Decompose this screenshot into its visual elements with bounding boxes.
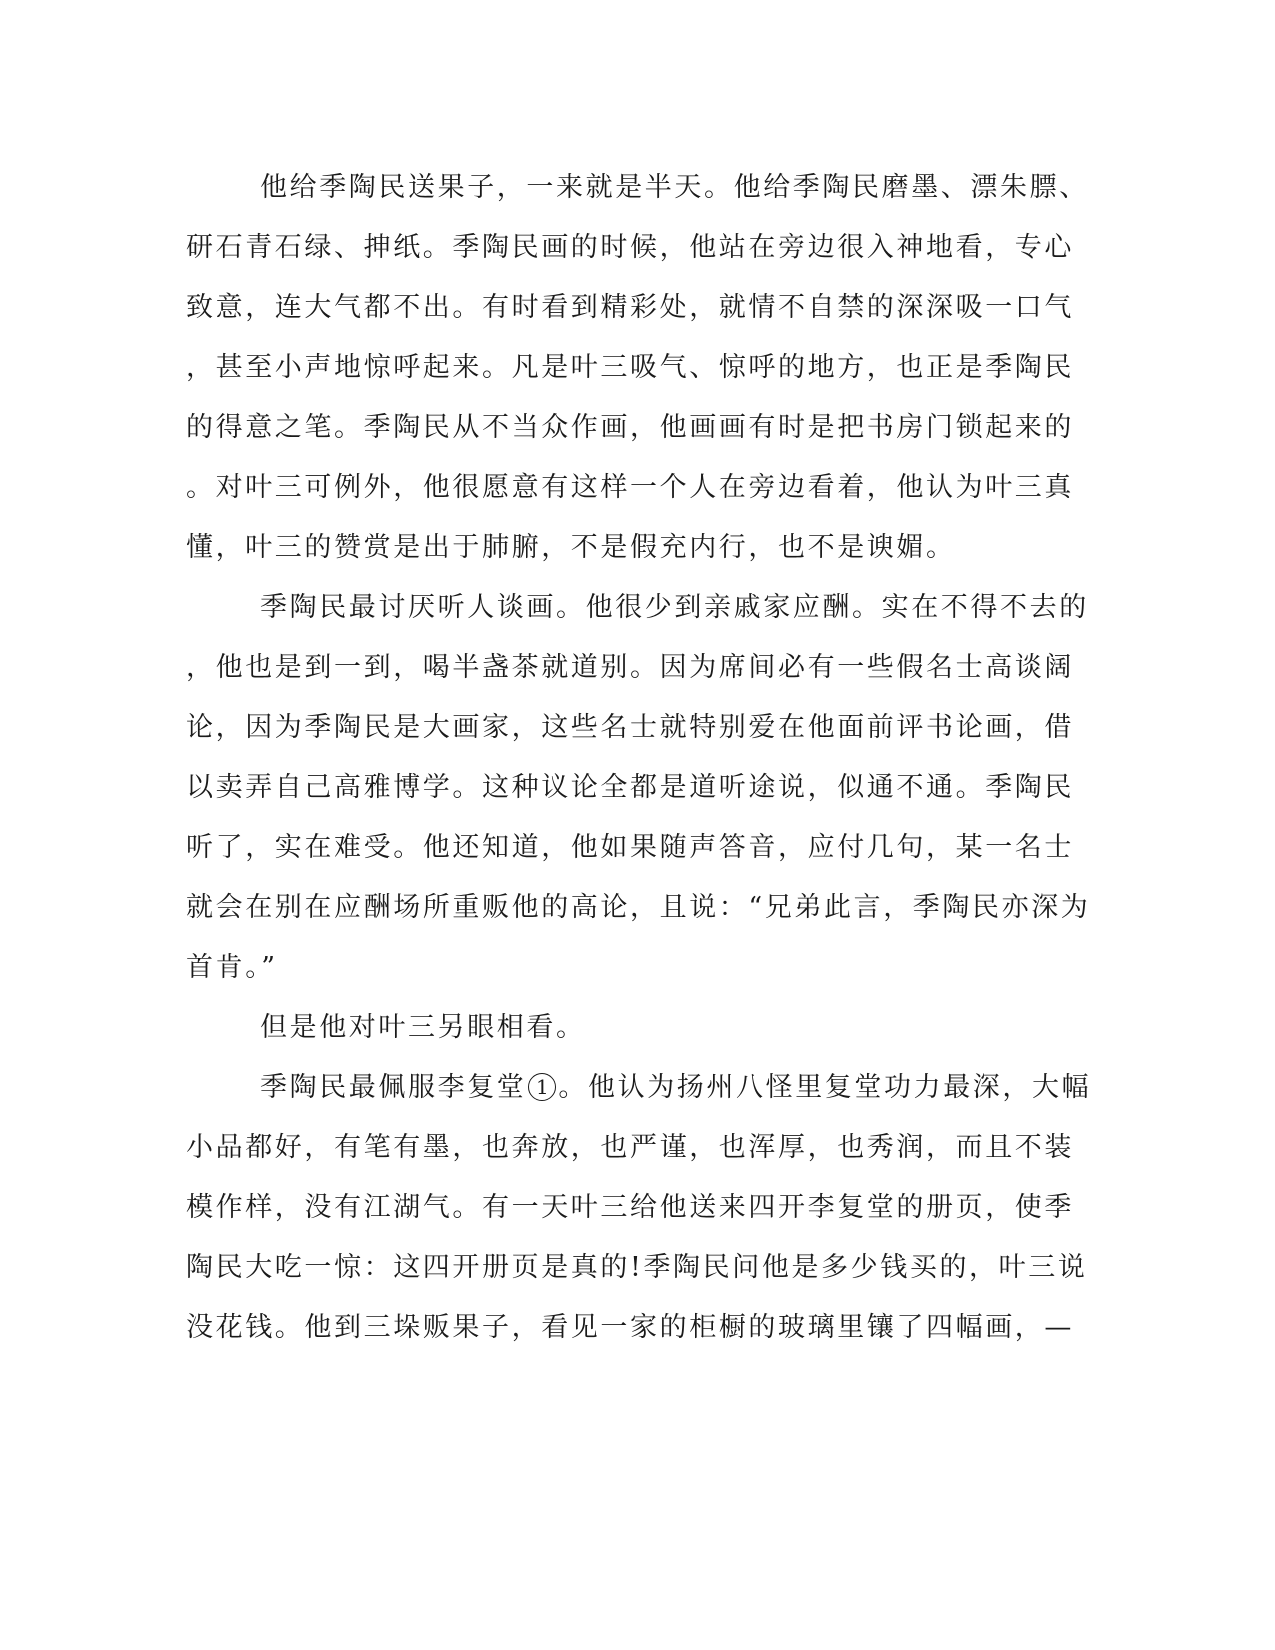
paragraph-line: 懂，叶三的赞赏是出于肺腑，不是假充内行，也不是谀媚。 bbox=[186, 532, 956, 563]
paragraph-line: 季陶民最讨厌听人谈画。他很少到亲戚家应酬。实在不得不去的 bbox=[260, 592, 1089, 623]
paragraph-line: 的得意之笔。季陶民从不当众作画，他画画有时是把书房门锁起来的 bbox=[186, 412, 1074, 443]
paragraph-line bbox=[186, 1058, 1092, 1118]
paragraph-line: ，他也是到一到，喝半盏茶就道别。因为席间必有一些假名士高谈阔 bbox=[186, 652, 1074, 683]
paragraph-line: 论，因为季陶民是大画家，这些名士就特别爱在他面前评书论画，借 bbox=[186, 712, 1074, 743]
paragraph-line: 研石青石绿、抻纸。季陶民画的时候，他站在旁边很入神地看，专心 bbox=[186, 232, 1074, 263]
paragraph-line: 听了，实在难受。他还知道，他如果随声答音，应付几句，某一名士 bbox=[186, 832, 1074, 863]
paragraph-line: ，甚至小声地惊呼起来。凡是叶三吸气、惊呼的地方，也正是季陶民 bbox=[186, 352, 1074, 383]
paragraph-line: 他给季陶民送果子，一来就是半天。他给季陶民磨墨、漂朱膘、 bbox=[260, 172, 1089, 203]
paragraph-line: 没花钱。他到三垛贩果子，看见一家的柜橱的玻璃里镶了四幅画，— bbox=[186, 1312, 1074, 1343]
paragraph-line: 首肯。” bbox=[186, 952, 278, 983]
document-body bbox=[186, 158, 1092, 1358]
paragraph-line: 致意，连大气都不出。有时看到精彩处，就情不自禁的深深吸一口气 bbox=[186, 292, 1074, 323]
paragraph-line: 。对叶三可例外，他很愿意有这样一个人在旁边看着，他认为叶三真 bbox=[186, 472, 1074, 503]
paragraph-line: 就会在别在应酬场所重贩他的高论，且说：“兄弟此言，季陶民亦深为 bbox=[186, 892, 1091, 923]
line-text: 。他认为扬州八怪里复堂功力最深，大幅 bbox=[558, 1072, 1092, 1103]
paragraph-line: 小品都好，有笔有墨，也奔放，也严谨，也浑厚，也秀润，而且不装 bbox=[186, 1132, 1074, 1163]
footnote-marker: 1 bbox=[528, 1073, 556, 1101]
line-text: 季陶民最佩服李复堂 bbox=[260, 1072, 527, 1103]
paragraph-line: 以卖弄自己高雅博学。这种议论全都是道听途说，似通不通。季陶民 bbox=[186, 772, 1074, 803]
paragraph-line: 陶民大吃一惊：这四开册页是真的!季陶民问他是多少钱买的，叶三说 bbox=[186, 1252, 1088, 1283]
paragraph-line: 模作样，没有江湖气。有一天叶三给他送来四开李复堂的册页，使季 bbox=[186, 1192, 1074, 1223]
paragraph-line: 但是他对叶三另眼相看。 bbox=[260, 1012, 586, 1043]
